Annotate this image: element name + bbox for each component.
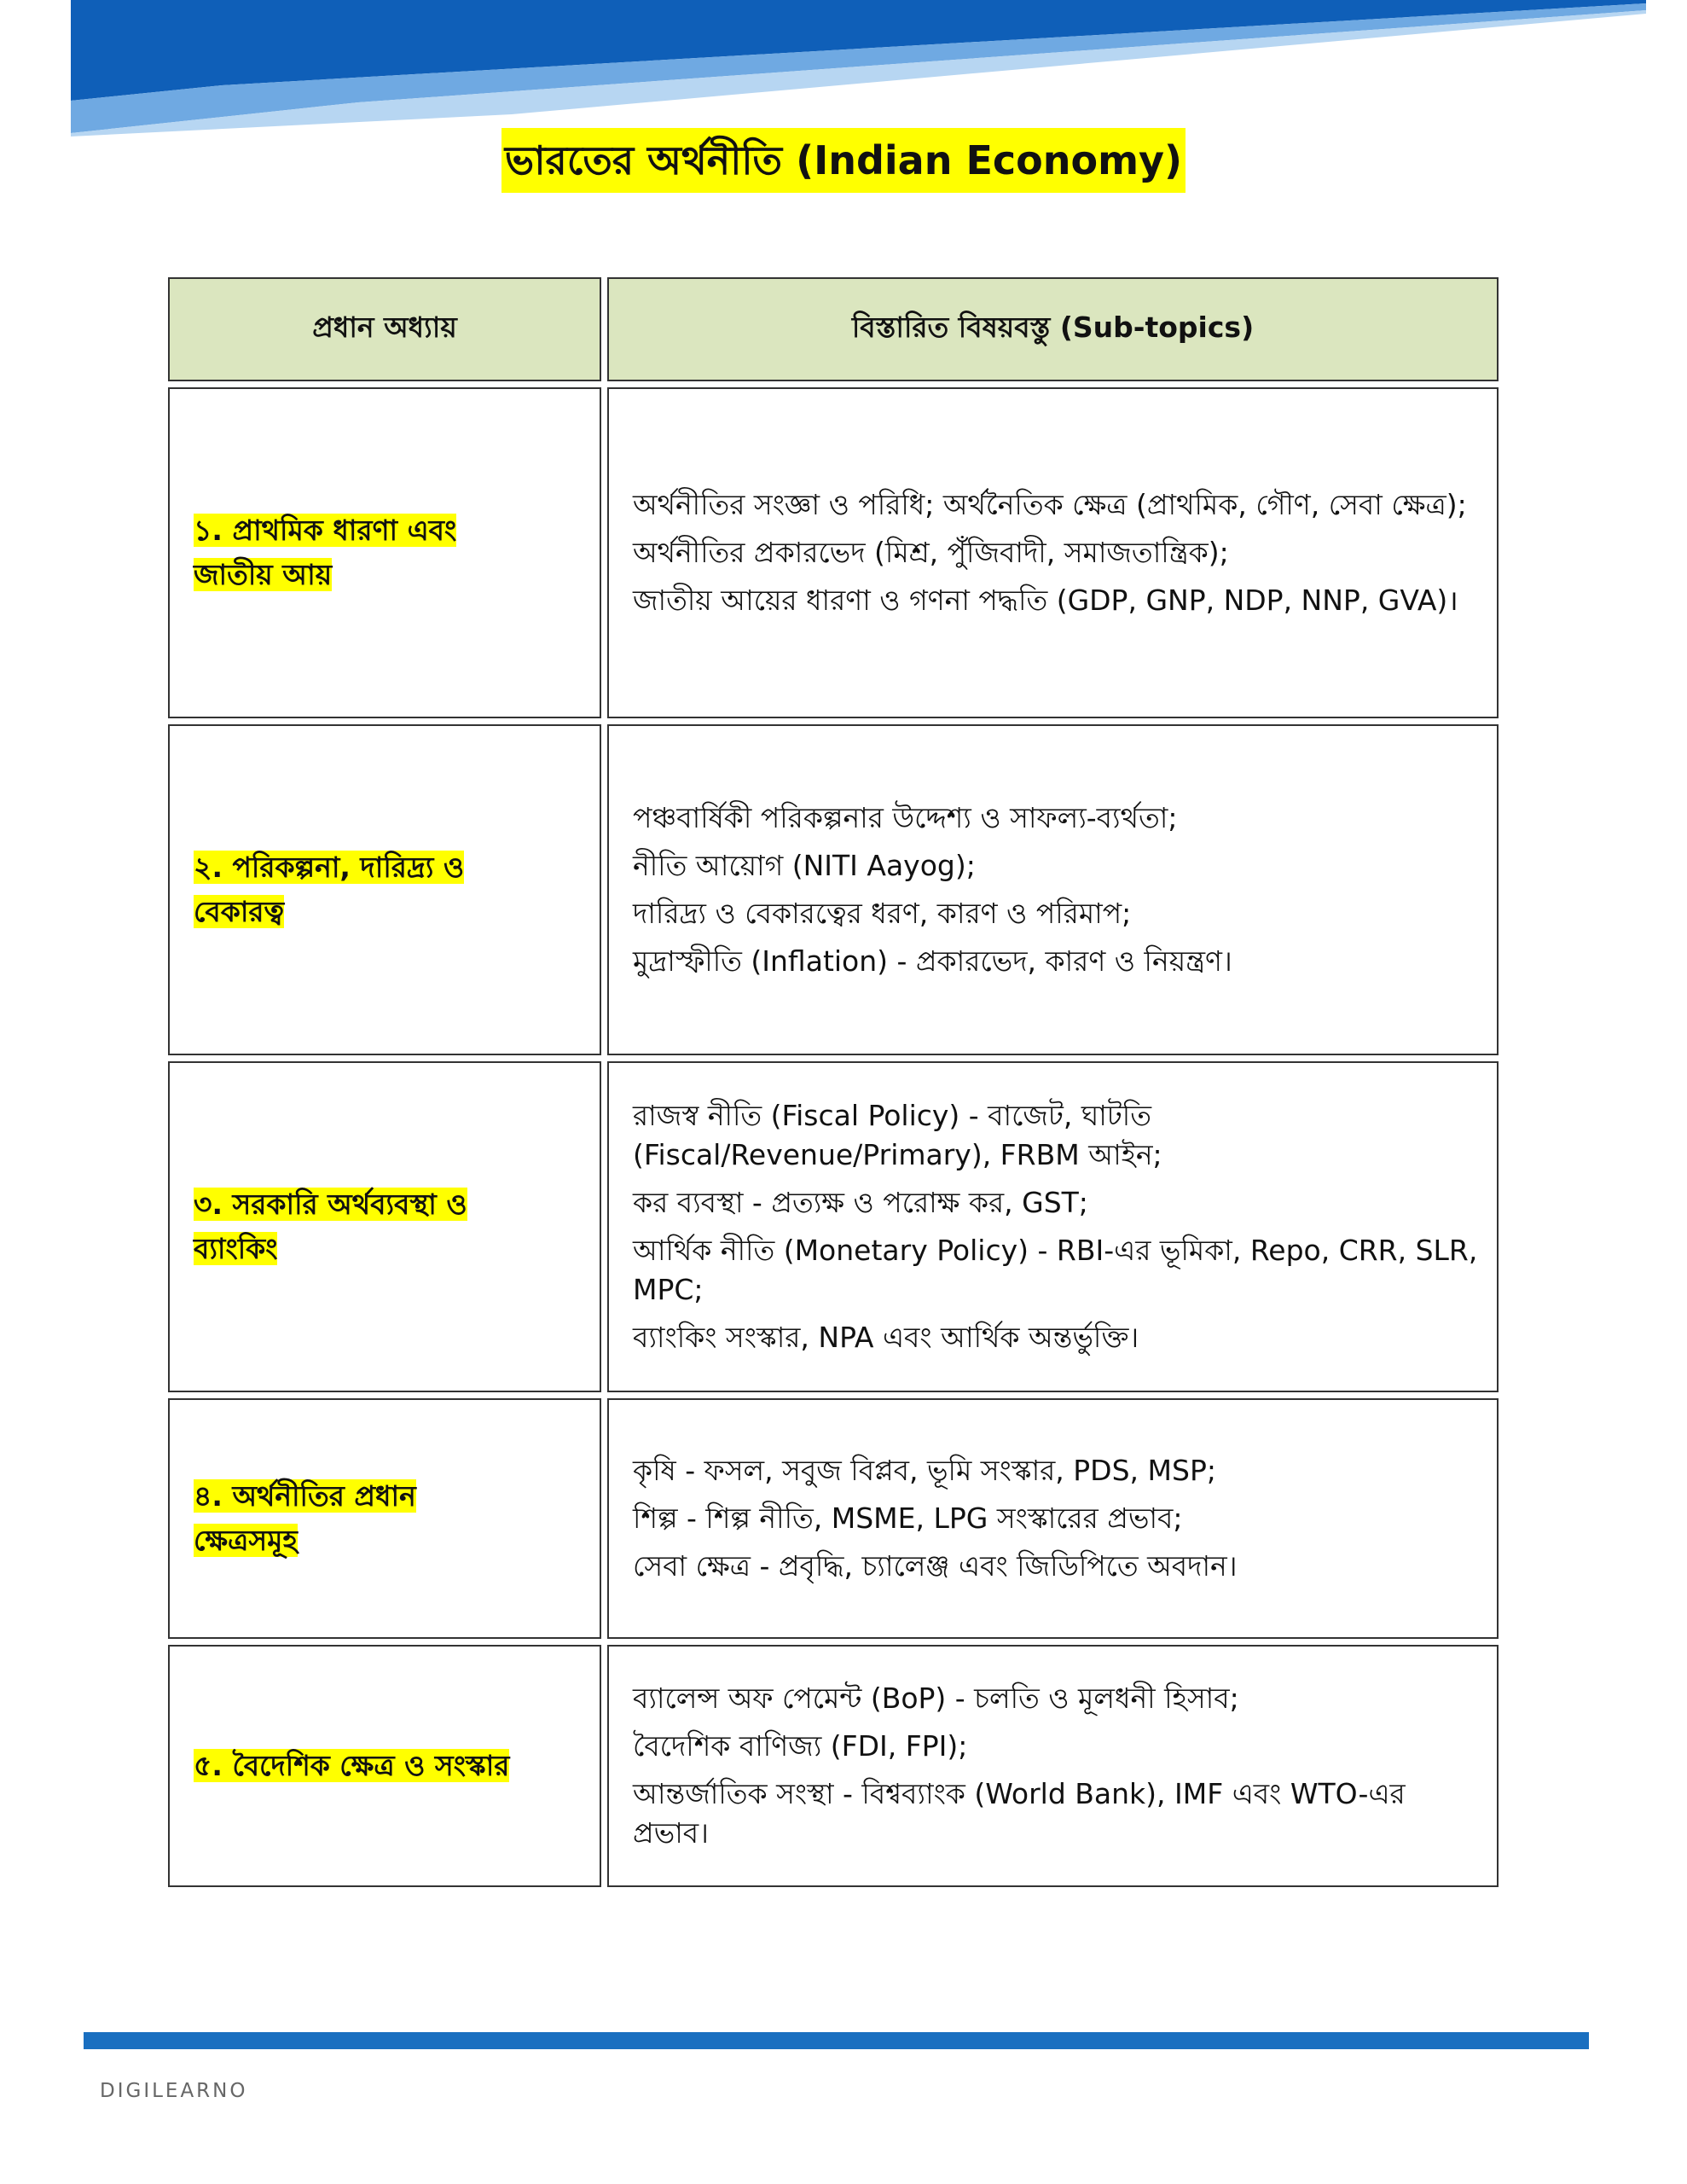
chapter-title: ৩. সরকারি অর্থব্যবস্থা ও [194, 1188, 467, 1221]
header-banner [0, 0, 1687, 145]
topic-item: পঞ্চবার্ষিকী পরিকল্পনার উদ্দেশ্য ও সাফল্য-ব্যর্থতা; [633, 801, 1178, 834]
chapter-title: জাতীয় আয় [194, 558, 333, 591]
topic-item: ব্যাংকিং সংস্কার, NPA এবং আর্থিক অন্তর্ভুক্তি। [633, 1321, 1139, 1354]
topic-item: রাজস্ব নীতি (Fiscal Policy) - বাজেট, ঘাটতি (Fiscal/Revenue/Primary), FRBM আইন; [633, 1099, 1162, 1171]
topic-item: দারিদ্র্য ও বেকারত্বের ধরণ, কারণ ও পরিমাপ; [633, 897, 1132, 930]
chapter-title: ক্ষেত্রসমূহ [194, 1524, 298, 1557]
chapter-title: বেকারত্ব [194, 895, 285, 928]
topic-item: কৃষি - ফসল, সবুজ বিপ্লব, ভূমি সংস্কার, PDS, MSP; [633, 1454, 1216, 1487]
table-row [168, 724, 1499, 1055]
topics-cell [607, 387, 1499, 718]
topic-item: শিল্প - শিল্প নীতি, MSME, LPG সংস্কারের প্রভাব; [633, 1502, 1183, 1535]
topic-item: ব্যালেন্স অফ পেমেন্ট (BoP) - চলতি ও মূলধনী হিসাব; [633, 1682, 1239, 1715]
chapter-title: ২. পরিকল্পনা, দারিদ্র্য ও [194, 851, 465, 884]
topic-item: সেবা ক্ষেত্র - প্রবৃদ্ধি, চ্যালেঞ্জ এবং জিডিপিতে অবদান। [633, 1549, 1238, 1583]
chapter-cell [168, 1061, 601, 1392]
topic-item: মুদ্রাস্ফীতি (Inflation) - প্রকারভেদ, কারণ ও নিয়ন্ত্রণ। [633, 944, 1232, 978]
table-header-row [168, 277, 1499, 381]
table-row [168, 387, 1499, 718]
topic-item: আর্থিক নীতি (Monetary Policy) - RBI-এর ভূমিকা, Repo, CRR, SLR, MPC; [633, 1234, 1478, 1306]
chapter-title: ব্যাংকিং [194, 1232, 278, 1265]
table-row [168, 1645, 1499, 1887]
table-row [168, 1061, 1499, 1392]
topic-item: অর্থনীতির সংজ্ঞা ও পরিধি; অর্থনৈতিক ক্ষেত্র (প্রাথমিক, গৌণ, সেবা ক্ষেত্র); [633, 488, 1467, 521]
chapter-cell [168, 387, 601, 718]
topic-item: বৈদেশিক বাণিজ্য (FDI, FPI); [633, 1729, 968, 1763]
chapter-title: ৫. বৈদেশিক ক্ষেত্র ও সংস্কার [194, 1749, 510, 1782]
page-title: ভারতের অর্থনীতি (Indian Economy) [501, 128, 1186, 193]
topics-cell [607, 1061, 1499, 1392]
footer-brand: DIGILEARNO [100, 2080, 248, 2102]
header-sub-topics: বিস্তারিত বিষয়বস্তু (Sub-topics) [607, 277, 1499, 381]
topics-cell [607, 1398, 1499, 1639]
topic-item: নীতি আয়োগ (NITI Aayog); [633, 849, 976, 882]
footer-bar [84, 2032, 1589, 2049]
topic-item: অর্থনীতির প্রকারভেদ (মিশ্র, পুঁজিবাদী, সমাজতান্ত্রিক); [633, 536, 1229, 569]
chapter-cell [168, 1645, 601, 1887]
table-row [168, 1398, 1499, 1639]
chapter-title: ১. প্রাথমিক ধারণা এবং [194, 514, 457, 547]
chapter-cell [168, 724, 601, 1055]
topics-cell [607, 724, 1499, 1055]
topics-cell [607, 1645, 1499, 1887]
chapter-cell [168, 1398, 601, 1639]
header-main-chapter: প্রধান অধ্যায় [168, 277, 601, 381]
topic-item: জাতীয় আয়ের ধারণা ও গণনা পদ্ধতি (GDP, GNP, NDP, NNP, GVA)। [633, 584, 1458, 617]
topic-item: আন্তর্জাতিক সংস্থা - বিশ্বব্যাংক (World Bank), IMF এবং WTO-এর প্রভাব। [633, 1777, 1406, 1850]
chapter-title: ৪. অর্থনীতির প্রধান [194, 1479, 416, 1513]
syllabus-table [162, 271, 1504, 1893]
topic-item: কর ব্যবস্থা - প্রত্যক্ষ ও পরোক্ষ কর, GST; [633, 1186, 1088, 1219]
